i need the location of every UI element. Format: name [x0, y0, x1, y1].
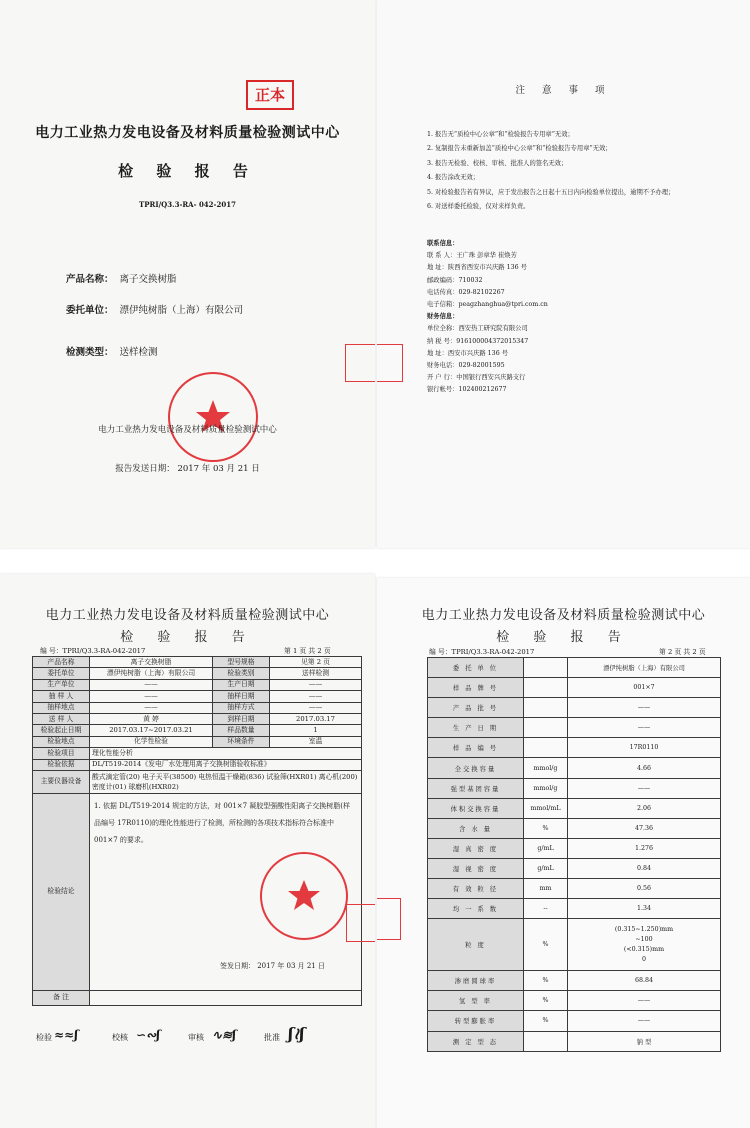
contact-email[interactable]: 电子信箱：peagzhanghua@tpri.com.cn — [427, 301, 548, 309]
result-unit — [524, 698, 568, 718]
table-row — [428, 919, 721, 971]
result-label: 有 效 粒 径 — [428, 879, 524, 899]
cell-value: DL/T519-2014《发电厂水处理用离子交换树脂验收标准》 — [90, 759, 362, 770]
result-unit: g/mL — [524, 858, 568, 878]
result-label: 样 品 牌 号 — [428, 678, 524, 698]
result-value: —— — [568, 718, 721, 738]
result-value: 17R0110 — [568, 738, 721, 758]
table-row — [428, 1011, 721, 1031]
contact-line: 联 系 人：王广珠 彭章华 崔焕芳 — [427, 252, 517, 260]
result-label: 委 托 单 位 — [428, 658, 524, 678]
result-unit: % — [524, 919, 568, 971]
note-item: 5. 对检验报告若有异议，应于发出报告之日起十五日内向检验单位提出，逾期不予办理； — [427, 188, 675, 196]
seal-star-icon — [288, 880, 320, 910]
cover-page — [0, 0, 375, 548]
finance-line: 地 址：西安市兴庆路 136 号 — [427, 349, 508, 357]
cell-value: 理化性能分析 — [90, 748, 362, 759]
table-row — [428, 758, 721, 778]
result-unit: g/mL — [524, 838, 568, 858]
cell-label: 生产日期 — [213, 679, 270, 690]
result-unit: % — [524, 971, 568, 991]
table-row — [428, 991, 721, 1011]
result-label: 体积交换容量 — [428, 798, 524, 818]
result-label: 粒 度 — [428, 919, 524, 971]
cell-label: 环境条件 — [213, 736, 270, 747]
field-test-type: 检测类型： 送样检测 — [66, 347, 158, 358]
cell-value: —— — [270, 691, 362, 702]
page2-number: 编 号：TPRI/Q3.3-RA-042-2017 — [429, 648, 535, 656]
contact-heading: 联系信息： — [427, 240, 459, 247]
table-row — [428, 658, 721, 678]
result-unit — [524, 738, 568, 758]
result-label: 转型膨胀率 — [428, 1011, 524, 1031]
signature-inspector: ≈≈ʃ — [54, 1028, 79, 1042]
result-value: 1.34 — [568, 899, 721, 919]
result-label: 含 水 量 — [428, 818, 524, 838]
cell-value: 酸式滴定管(20) 电子天平(38500) 电热恒温干燥箱(836) 试验筛(HXR01) 离心机(200) 密度计(01) 球磨机(HXR02) — [90, 770, 362, 793]
conclusion-cell — [90, 793, 362, 990]
signature-reviewer: ∿≋ʃ — [212, 1028, 237, 1042]
cover-report-title: 检 验 报 告 — [118, 162, 257, 180]
table-row — [428, 698, 721, 718]
signer-label: 校核 — [112, 1033, 128, 1042]
result-value: 1.276 — [568, 838, 721, 858]
result-value: —— — [568, 991, 721, 1011]
official-seal — [168, 372, 258, 462]
result-value: 2.06 — [568, 798, 721, 818]
result-value: —— — [568, 1011, 721, 1031]
note-item: 6. 对送样委托检验，仅对来样负责。 — [427, 203, 530, 211]
page1-number: 编 号：TPRI/Q3.3-RA-042-2017 — [40, 647, 146, 655]
cell-label: 抽样日期 — [213, 691, 270, 702]
cell-value: —— — [270, 702, 362, 713]
cell-value: 漂伊纯树脂（上海）有限公司 — [90, 668, 213, 679]
table-row — [428, 738, 721, 758]
cell-label: 抽样地点 — [33, 702, 90, 713]
field-product-name: 产品名称： 离子交换树脂 — [66, 274, 177, 285]
result-value — [568, 919, 721, 971]
notes-page — [377, 0, 750, 548]
finance-line: 开 户 行：中国银行西安兴庆路支行 — [427, 374, 526, 382]
result-label: 样 品 编 号 — [428, 738, 524, 758]
inspection-seal — [260, 852, 348, 940]
cell-value: 1 — [270, 725, 362, 736]
result-value: 0.56 — [568, 879, 721, 899]
result-value: 001×7 — [568, 678, 721, 698]
cell-value: 2017.03.17~2017.03.21 — [90, 725, 213, 736]
cell-value: 离子交换树脂 — [90, 657, 213, 668]
cell-label: 主要仪器设备 — [33, 770, 90, 793]
signature-checker: ∽∾ʃ — [136, 1028, 161, 1042]
conclusion-text: 1. 依据 DL/T519-2014 规定的方法，对 001×7 凝胶型强酸性阳离子交换树脂(样品编号 17R0110)的理化性能进行了检测，所检测的各项技术指标符合标准中 001×7 的要求。 — [94, 801, 351, 844]
result-unit: mm — [524, 879, 568, 899]
result-unit: % — [524, 1011, 568, 1031]
result-label: 产 品 批 号 — [428, 698, 524, 718]
contact-line: 电话传真：029-82102267 — [427, 288, 505, 296]
table-row — [33, 725, 362, 736]
field-client: 委托单位： 漂伊纯树脂（上海）有限公司 — [66, 305, 244, 316]
note-item: 2. 复制报告未重新加盖“质检中心公章”和“检验报告专用章”无效； — [427, 145, 612, 153]
page2-title: 检 验 报 告 — [496, 630, 631, 645]
note-item: 3. 报告无检验、校核、审核、批准人的签名无效； — [427, 159, 568, 167]
result-unit — [524, 658, 568, 678]
result-unit — [524, 678, 568, 698]
results-table — [427, 657, 721, 1052]
table-row — [33, 679, 362, 690]
table-row — [428, 778, 721, 798]
cell-label: 检验依据 — [33, 759, 90, 770]
result-label: 生 产 日 期 — [428, 718, 524, 738]
cell-value: 黄 婷 — [90, 713, 213, 724]
seam-stamp-left — [345, 344, 375, 382]
table-row — [428, 818, 721, 838]
granularity-line: (0.315~1.250)mm — [614, 925, 674, 933]
cell-value: 室温 — [270, 736, 362, 747]
result-label: 湿 真 密 度 — [428, 838, 524, 858]
table-row — [428, 858, 721, 878]
result-unit: mmol/mL — [524, 798, 568, 818]
result-unit: % — [524, 991, 568, 1011]
finance-line: 单位全称：西安热工研究院有限公司 — [427, 325, 528, 333]
contact-line: 地 址：陕西省西安市兴庆路 136 号 — [427, 264, 527, 272]
cell-value: 2017.03.17 — [270, 713, 362, 724]
cover-footer-org: 电力工业热力发电设备及材料质量检验测试中心 — [98, 425, 277, 435]
table-row — [428, 718, 721, 738]
result-unit: -- — [524, 899, 568, 919]
table-row — [33, 691, 362, 702]
seam-stamp-right — [377, 344, 403, 382]
result-unit — [524, 1031, 568, 1051]
cell-value: —— — [90, 679, 213, 690]
signer-label: 审核 — [188, 1033, 204, 1042]
note-item: 1. 报告无“质检中心公章”和“检验报告专用章”无效； — [427, 131, 574, 138]
finance-line: 财务电话：029-82001595 — [427, 362, 505, 370]
remark-cell — [90, 990, 362, 1005]
cell-value: —— — [270, 679, 362, 690]
report-page-2 — [377, 578, 750, 1128]
page1-title: 检 验 报 告 — [120, 630, 255, 645]
notes-list — [427, 128, 674, 214]
table-row — [33, 702, 362, 713]
table-row — [428, 899, 721, 919]
cell-label: 到样日期 — [213, 713, 270, 724]
result-label: 氢 型 率 — [428, 991, 524, 1011]
finance-heading: 财务信息： — [427, 313, 459, 321]
report-page-1 — [0, 574, 375, 1128]
result-unit: % — [524, 818, 568, 838]
cell-label: 样品数量 — [213, 725, 270, 736]
result-unit: mmol/g — [524, 778, 568, 798]
seam-stamp-right — [377, 898, 401, 940]
result-unit — [524, 718, 568, 738]
table-row — [428, 971, 721, 991]
table-row — [428, 1031, 721, 1051]
note-item: 4. 报告涂改无效； — [427, 174, 480, 182]
signature-approver: ʃ≀ʃ — [288, 1024, 305, 1043]
result-label: 均 一 系 数 — [428, 899, 524, 919]
contact-info — [427, 238, 548, 397]
table-row — [33, 736, 362, 747]
granularity-line: 0 — [641, 955, 646, 963]
conclusion-issue-date: 签发日期： 2017 年 03 月 21 日 — [220, 961, 325, 970]
info-table — [32, 656, 362, 1006]
cell-label: 检验结论 — [33, 793, 90, 990]
table-row — [428, 879, 721, 899]
table-row — [428, 838, 721, 858]
cell-label: 备 注 — [33, 990, 90, 1005]
table-row — [33, 657, 362, 668]
original-copy-stamp: 正本 — [246, 80, 294, 110]
cell-label: 送 样 人 — [33, 713, 90, 724]
finance-line: 纳 税 号：916100004372015347 — [427, 337, 529, 345]
cell-label: 产品名称 — [33, 657, 90, 668]
granularity-line: (<0.315)mm — [623, 945, 665, 953]
cell-label: 生产单位 — [33, 679, 90, 690]
result-value: —— — [568, 698, 721, 718]
table-row — [428, 678, 721, 698]
cell-label: 型号规格 — [213, 657, 270, 668]
page2-org-name: 电力工业热力发电设备及材料质量检验测试中心 — [421, 608, 706, 623]
cover-org-name: 电力工业热力发电设备及材料质量检验测试中心 — [35, 125, 340, 141]
result-value: 47.36 — [568, 818, 721, 838]
table-row — [33, 668, 362, 679]
cell-label: 抽样方式 — [213, 702, 270, 713]
cell-label: 检验类别 — [213, 668, 270, 679]
signer-label: 检验 — [36, 1033, 52, 1042]
table-row — [33, 713, 362, 724]
result-label: 渗磨圆球率 — [428, 971, 524, 991]
result-label: 强型基团容量 — [428, 778, 524, 798]
cell-label: 抽 样 人 — [33, 691, 90, 702]
cell-value: —— — [90, 702, 213, 713]
result-value: 4.66 — [568, 758, 721, 778]
result-label: 湿 视 密 度 — [428, 858, 524, 878]
result-value: 68.84 — [568, 971, 721, 991]
cell-value: 送样检测 — [270, 668, 362, 679]
cover-issue-date: 报告发送日期： 2017 年 03 月 21 日 — [115, 464, 260, 474]
result-label: 测 定 型 态 — [428, 1031, 524, 1051]
contact-line: 邮政编码：710032 — [427, 276, 483, 284]
result-value: 钠 型 — [568, 1031, 721, 1051]
cell-label: 检验项目 — [33, 748, 90, 759]
cell-label: 检验地点 — [33, 736, 90, 747]
page2-page-count: 第 2 页 共 2 页 — [659, 648, 706, 656]
cell-label: 检验起止日期 — [33, 725, 90, 736]
finance-line: 银行帐号：102400212677 — [427, 386, 507, 394]
page1-org-name: 电力工业热力发电设备及材料质量检验测试中心 — [45, 608, 330, 623]
cell-value: 见第 2 页 — [270, 657, 362, 668]
notes-title: 注 意 事 项 — [515, 85, 612, 96]
cell-label: 委托单位 — [33, 668, 90, 679]
page1-page-count: 第 1 页 共 2 页 — [284, 647, 331, 655]
cover-report-code: TPRI/Q3.3-RA- 042-2017 — [139, 200, 236, 209]
seam-stamp-left — [346, 904, 375, 942]
result-value: 漂伊纯树脂（上海）有限公司 — [568, 658, 721, 678]
result-value: 0.84 — [568, 858, 721, 878]
result-label: 全交换容量 — [428, 758, 524, 778]
granularity-line: ~100 — [635, 935, 653, 943]
table-row — [428, 798, 721, 818]
signer-label: 批准 — [264, 1033, 280, 1042]
result-unit: mmol/g — [524, 758, 568, 778]
result-value: —— — [568, 778, 721, 798]
cell-value: —— — [90, 691, 213, 702]
cell-value: 化学性检验 — [90, 736, 213, 747]
